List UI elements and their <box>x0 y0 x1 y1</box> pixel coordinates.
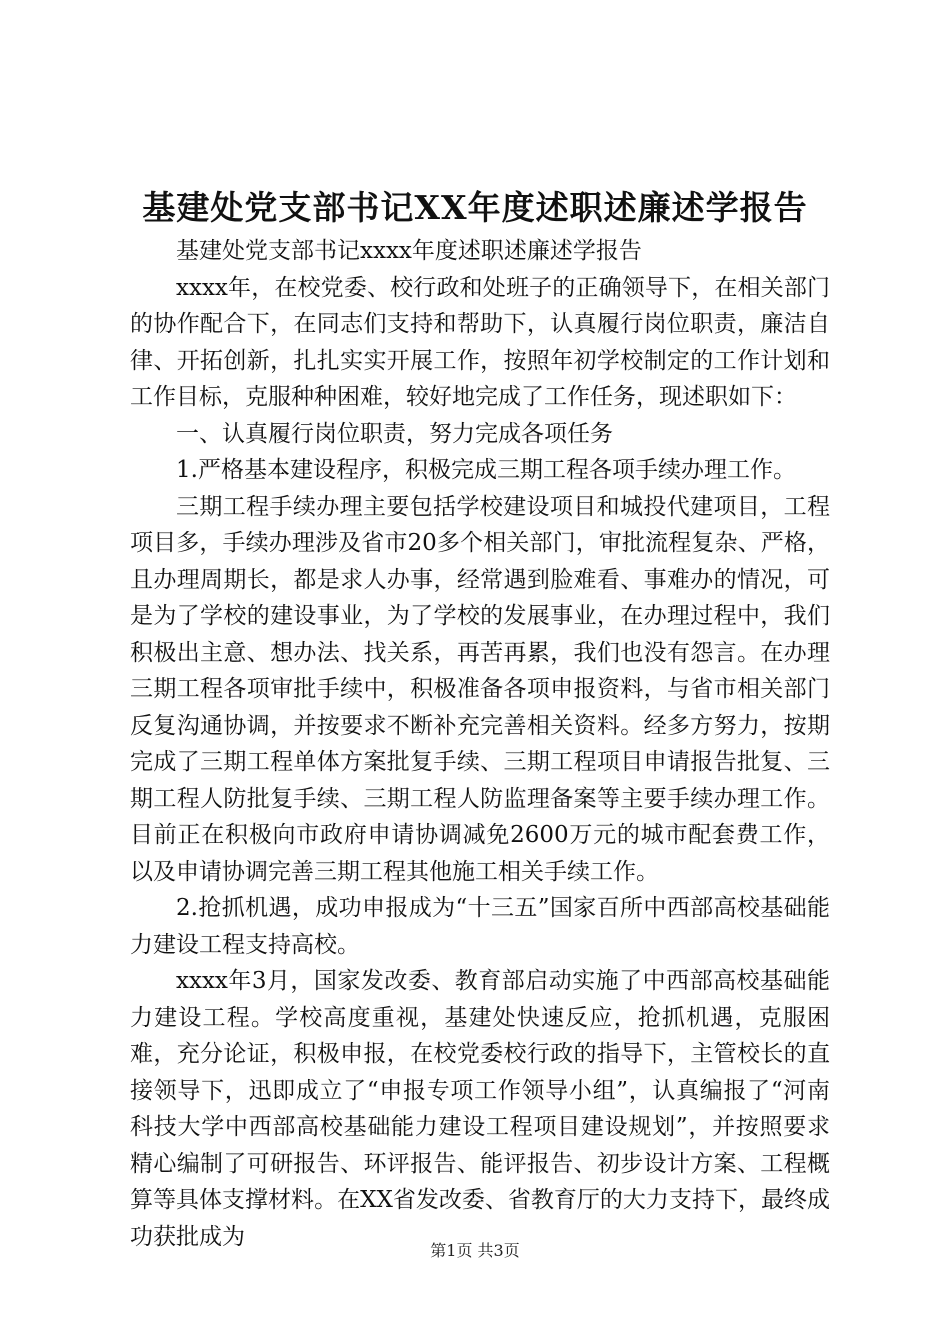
paragraph-intro: xxxx年，在校党委、校行政和处班子的正确领导下，在相关部门的协作配合下，在同志们支持和帮助下，认真履行岗位职责，廉洁自律、开拓创新，扎扎实实开展工作，按照年初学校制定的工作计划和工作目标，克服种种困难，较好地完成了工作任务，现述职如下： <box>130 274 830 410</box>
section-heading-1: 一、认真履行岗位职责，努力完成各项任务 <box>176 420 613 447</box>
paragraph-subtitle: 基建处党支部书记xxxx年度述职述廉述学报告 <box>176 238 642 264</box>
document-body <box>130 233 830 1255</box>
page-footer: 第1页 共3页 <box>430 1241 520 1260</box>
document-title: 基建处党支部书记XX年度述职述廉述学报告 <box>142 188 808 227</box>
paragraph-capacity-project: xxxx年3月，国家发改委、教育部启动实施了中西部高校基础能力建设工程。学校高度重视，基建处快速反应，抢抓机遇，克服困难，充分论证，积极申报，在校党委校行政的指导下，主管校长的直接领导下，迅即成立了“申报专项工作领导小组”，认真编报了“河南科技大学中西部高校基础能力建设工程项目建设规划”，并按照要求精心编制了可研报告、环评报告、能评报告、初步设计方案、工程概算等具体支撑材料。在XX省发改委、省教育厅的大力支持下，最终成功获批成为 <box>130 968 830 1250</box>
subsection-heading-2: 2.抢抓机遇，成功申报成为“十三五”国家百所中西部高校基础能力建设工程支持高校。 <box>130 895 830 958</box>
subsection-heading-1: 1.严格基本建设程序，积极完成三期工程各项手续办理工作。 <box>176 457 796 483</box>
paragraph-phase3: 三期工程手续办理主要包括学校建设项目和城投代建项目，工程项目多，手续办理涉及省市20多个相关部门，审批流程复杂、严格，且办理周期长，都是求人办事，经常遇到脸难看、事难办的情况，可是为了学校的建设事业，为了学校的发展事业，在办理过程中，我们积极出主意、想办法、找关系，再苦再累，我们也没有怨言。在办理三期工程各项审批手续中，积极准备各项申报资料，与省市相关部门反复沟通协调，并按要求不断补充完善相关资料。经多方努力，按期完成了三期工程单体方案批复手续、三期工程项目申请报告批复、三期工程人防批复手续、三期工程人防监理备案等主要手续办理工作。目前正在积极向市政府申请协调减免2600万元的城市配套费工作，以及申请协调完善三期工程其他施工相关手续工作。 <box>130 493 830 885</box>
